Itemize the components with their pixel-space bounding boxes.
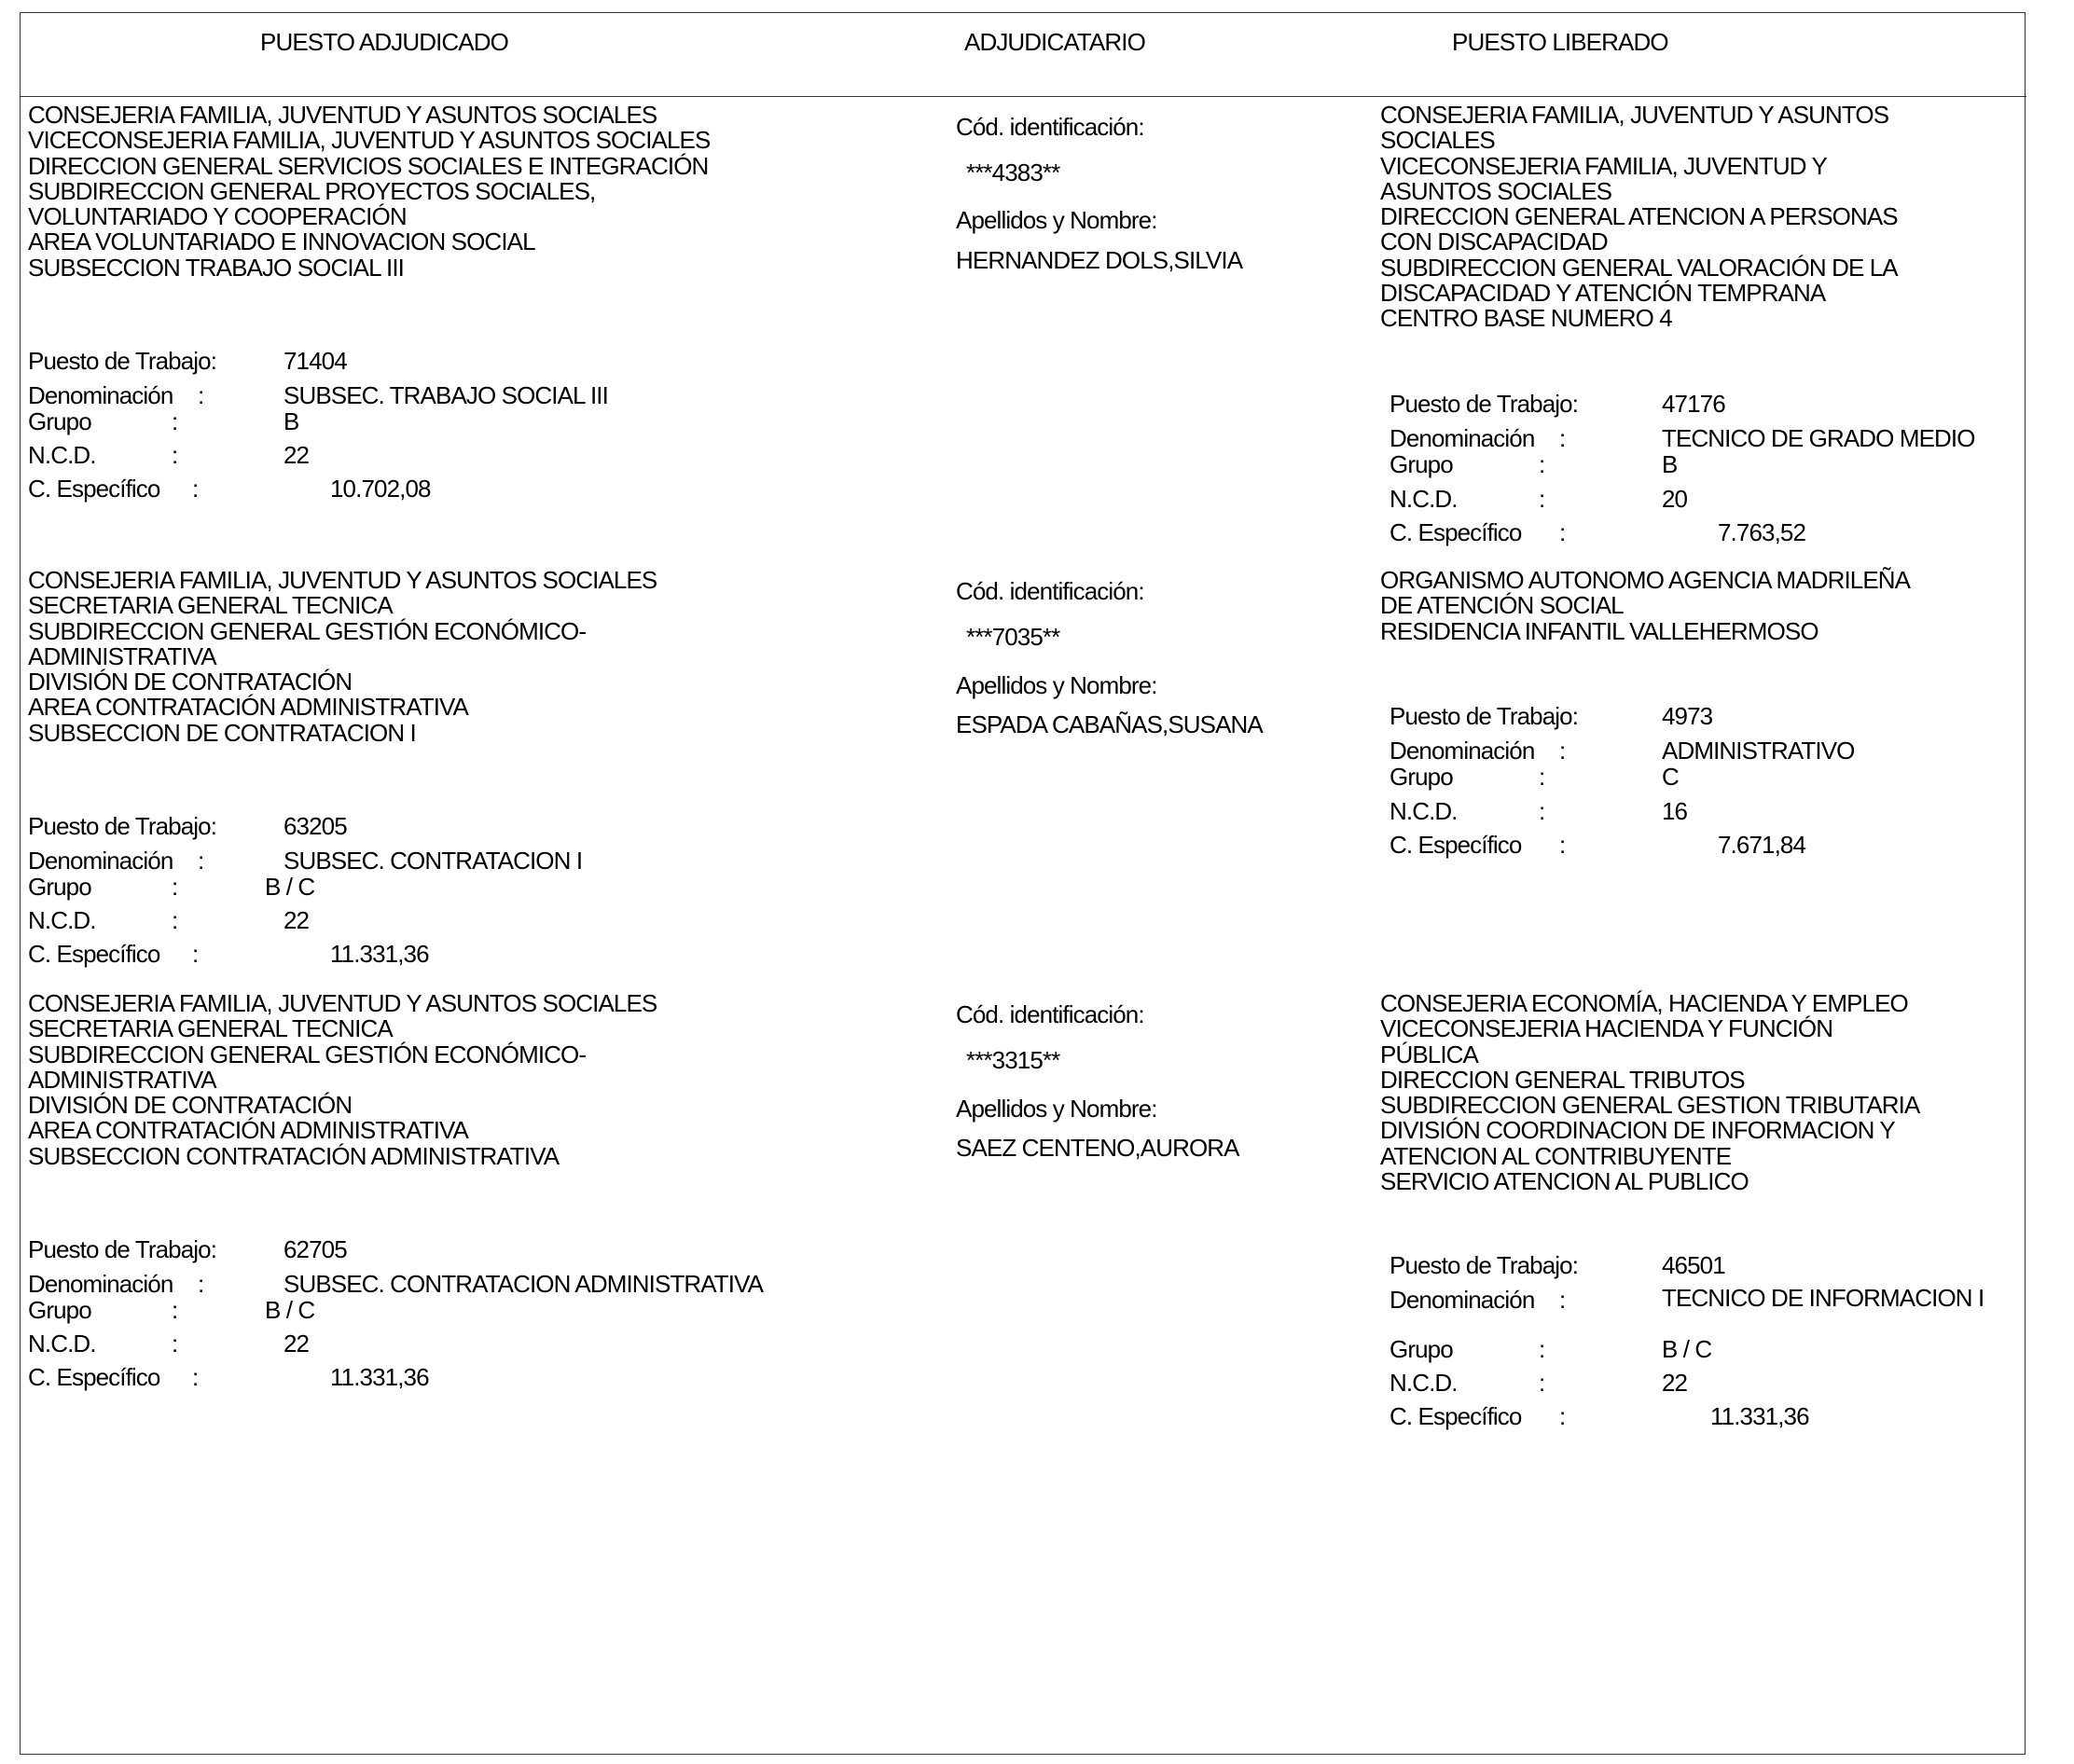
especifico-value: 10.702,08 — [330, 475, 431, 503]
denominacion-value: SUBSEC. CONTRATACION I — [283, 847, 583, 875]
puesto-value: 71404 — [283, 347, 347, 375]
grupo-label: Grupo — [1390, 450, 1453, 478]
especifico-label: C. Específico — [1390, 518, 1522, 546]
denominacion-value: ADMINISTRATIVO — [1662, 737, 1855, 765]
ncd-value: 20 — [1662, 485, 1688, 513]
colon: : — [172, 1330, 178, 1357]
colon: : — [1559, 737, 1566, 765]
ncd-value: 22 — [283, 441, 310, 469]
nombre-value: HERNANDEZ DOLS,SILVIA — [956, 246, 1243, 274]
ncd-label: N.C.D. — [28, 906, 96, 934]
especifico-label: C. Específico — [28, 1363, 160, 1391]
ncd-label: N.C.D. — [28, 1330, 96, 1357]
adjudicado-organization: CONSEJERIA FAMILIA, JUVENTUD Y ASUNTOS SOCIALES VICECONSEJERIA FAMILIA, JUVENTUD Y ASUNTOS SOCIALES DIRECCION GENERAL SERVICIOS SOCIALES E INTEGRACIÓN SUBDIRECCION GENERAL PROYECTOS SOCIALES, VOLUNTARIADO Y COOPERACIÓN AREA VOLUNTARIADO E INNOVACION SOCIAL SUBSECCION TRABAJO SOCIAL III — [28, 101, 711, 282]
colon: : — [198, 1270, 204, 1298]
cod-identificacion-value: ***4383** — [966, 158, 1060, 186]
denominacion-label: Denominación — [1390, 424, 1535, 452]
nombre-value: SAEZ CENTENO,AURORA — [956, 1134, 1239, 1162]
colon: : — [1539, 763, 1545, 791]
cod-identificacion-label: Cód. identificación: — [956, 1000, 1144, 1028]
grupo-label: Grupo — [28, 1296, 91, 1324]
colon: : — [172, 873, 178, 901]
nombre-label: Apellidos y Nombre: — [956, 206, 1157, 234]
cod-identificacion-value: ***3315** — [966, 1046, 1060, 1074]
colon: : — [198, 381, 204, 409]
ncd-label: N.C.D. — [28, 441, 96, 469]
denominacion-value: SUBSEC. CONTRATACION ADMINISTRATIVA — [283, 1270, 764, 1298]
colon: : — [1559, 424, 1566, 452]
liberado-organization: CONSEJERIA FAMILIA, JUVENTUD Y ASUNTOS SOCIALES VICECONSEJERIA FAMILIA, JUVENTUD Y ASUNTOS SOCIALES DIRECCION GENERAL ATENCION A PERSONAS CON DISCAPACIDAD SUBDIRECCION GENERAL VALORACIÓN DE LA DISCAPACIDAD Y ATENCIÓN TEMPRANA CENTRO BASE NUMERO 4 — [1380, 101, 1898, 333]
ncd-value: 16 — [1662, 797, 1688, 825]
ncd-label: N.C.D. — [1390, 1369, 1458, 1397]
especifico-value: 11.331,36 — [1710, 1402, 1809, 1430]
liberado-organization: ORGANISMO AUTONOMO AGENCIA MADRILEÑA DE ATENCIÓN SOCIAL RESIDENCIA INFANTIL VALLEHERMOSO — [1380, 566, 1911, 645]
adjudicado-organization: CONSEJERIA FAMILIA, JUVENTUD Y ASUNTOS SOCIALES SECRETARIA GENERAL TECNICA SUBDIRECCION GENERAL GESTIÓN ECONÓMICO- ADMINISTRATIVA DIVISIÓN DE CONTRATACIÓN AREA CONTRATACIÓN ADMINISTRATIVA SUBSECCION DE CONTRATACION I — [28, 566, 657, 747]
colon: : — [1539, 797, 1545, 825]
header-puesto-adjudicado: PUESTO ADJUDICADO — [260, 28, 508, 56]
puesto-label: Puesto de Trabajo: — [28, 812, 217, 840]
denominacion-label: Denominación — [28, 1270, 173, 1298]
puesto-label: Puesto de Trabajo: — [1390, 390, 1579, 418]
denominacion-value: TECNICO DE GRADO MEDIO — [1662, 424, 1975, 452]
denominacion-value: SUBSEC. TRABAJO SOCIAL III — [283, 381, 608, 409]
header-puesto-liberado: PUESTO LIBERADO — [1452, 28, 1668, 56]
colon: : — [172, 1296, 178, 1324]
puesto-label: Puesto de Trabajo: — [28, 347, 217, 375]
especifico-value: 7.763,52 — [1718, 518, 1806, 546]
colon: : — [172, 441, 178, 469]
colon: : — [1539, 1369, 1545, 1397]
grupo-label: Grupo — [28, 873, 91, 901]
colon: : — [192, 1363, 199, 1391]
colon: : — [192, 475, 199, 503]
colon: : — [1559, 831, 1566, 859]
puesto-label: Puesto de Trabajo: — [1390, 702, 1579, 730]
colon: : — [192, 940, 199, 968]
denominacion-value: TECNICO DE INFORMACION I — [1662, 1284, 1984, 1312]
colon: : — [1539, 485, 1545, 513]
denominacion-label: Denominación — [1390, 737, 1535, 765]
ncd-value: 22 — [1662, 1369, 1688, 1397]
especifico-value: 11.331,36 — [330, 940, 429, 968]
especifico-value: 11.331,36 — [330, 1363, 429, 1391]
cod-identificacion-label: Cód. identificación: — [956, 113, 1144, 141]
especifico-label: C. Específico — [28, 940, 160, 968]
nombre-label: Apellidos y Nombre: — [956, 1095, 1157, 1123]
nombre-label: Apellidos y Nombre: — [956, 671, 1157, 699]
ncd-value: 22 — [283, 1330, 310, 1357]
ncd-value: 22 — [283, 906, 310, 934]
adjudicado-organization: CONSEJERIA FAMILIA, JUVENTUD Y ASUNTOS SOCIALES SECRETARIA GENERAL TECNICA SUBDIRECCION GENERAL GESTIÓN ECONÓMICO- ADMINISTRATIVA DIVISIÓN DE CONTRATACIÓN AREA CONTRATACIÓN ADMINISTRATIVA SUBSECCION CONTRATACIÓN ADMINISTRATIVA — [28, 989, 657, 1170]
denominacion-label: Denominación — [28, 847, 173, 875]
header-divider — [20, 96, 2026, 97]
puesto-value: 47176 — [1662, 390, 1725, 418]
puesto-value: 62705 — [283, 1235, 347, 1263]
grupo-value: B — [1662, 450, 1678, 478]
denominacion-label: Denominación — [28, 381, 173, 409]
puesto-label: Puesto de Trabajo: — [28, 1235, 217, 1263]
nombre-value: ESPADA CABAÑAS,SUSANA — [956, 710, 1263, 738]
cod-identificacion-label: Cód. identificación: — [956, 577, 1144, 605]
colon: : — [172, 906, 178, 934]
puesto-label: Puesto de Trabajo: — [1390, 1251, 1579, 1279]
colon: : — [1539, 1335, 1545, 1363]
liberado-organization: CONSEJERIA ECONOMÍA, HACIENDA Y EMPLEO VICECONSEJERIA HACIENDA Y FUNCIÓN PÚBLICA DIRECCION GENERAL TRIBUTOS SUBDIRECCION GENERAL GESTION TRIBUTARIA DIVISIÓN COORDINACION DE INFORMACION Y ATENCION AL CONTRIBUYENTE SERVICIO ATENCION AL PUBLICO — [1380, 989, 1920, 1196]
colon: : — [1559, 1286, 1566, 1314]
ncd-label: N.C.D. — [1390, 485, 1458, 513]
colon: : — [1539, 450, 1545, 478]
colon: : — [1559, 518, 1566, 546]
puesto-value: 46501 — [1662, 1251, 1725, 1279]
grupo-value: B / C — [265, 873, 315, 901]
grupo-value: B / C — [1662, 1335, 1712, 1363]
puesto-value: 63205 — [283, 812, 347, 840]
especifico-label: C. Específico — [1390, 831, 1522, 859]
grupo-label: Grupo — [1390, 763, 1453, 791]
grupo-value: C — [1662, 763, 1679, 791]
denominacion-label: Denominación — [1390, 1286, 1535, 1314]
colon: : — [1559, 1402, 1566, 1430]
header-adjudicatario: ADJUDICATARIO — [964, 28, 1145, 56]
especifico-value: 7.671,84 — [1718, 831, 1806, 859]
grupo-label: Grupo — [1390, 1335, 1453, 1363]
colon: : — [198, 847, 204, 875]
colon: : — [172, 407, 178, 435]
grupo-label: Grupo — [28, 407, 91, 435]
grupo-value: B / C — [265, 1296, 315, 1324]
grupo-value: B — [283, 407, 299, 435]
puesto-value: 4973 — [1662, 702, 1713, 730]
especifico-label: C. Específico — [28, 475, 160, 503]
especifico-label: C. Específico — [1390, 1402, 1522, 1430]
cod-identificacion-value: ***7035** — [966, 623, 1060, 651]
ncd-label: N.C.D. — [1390, 797, 1458, 825]
